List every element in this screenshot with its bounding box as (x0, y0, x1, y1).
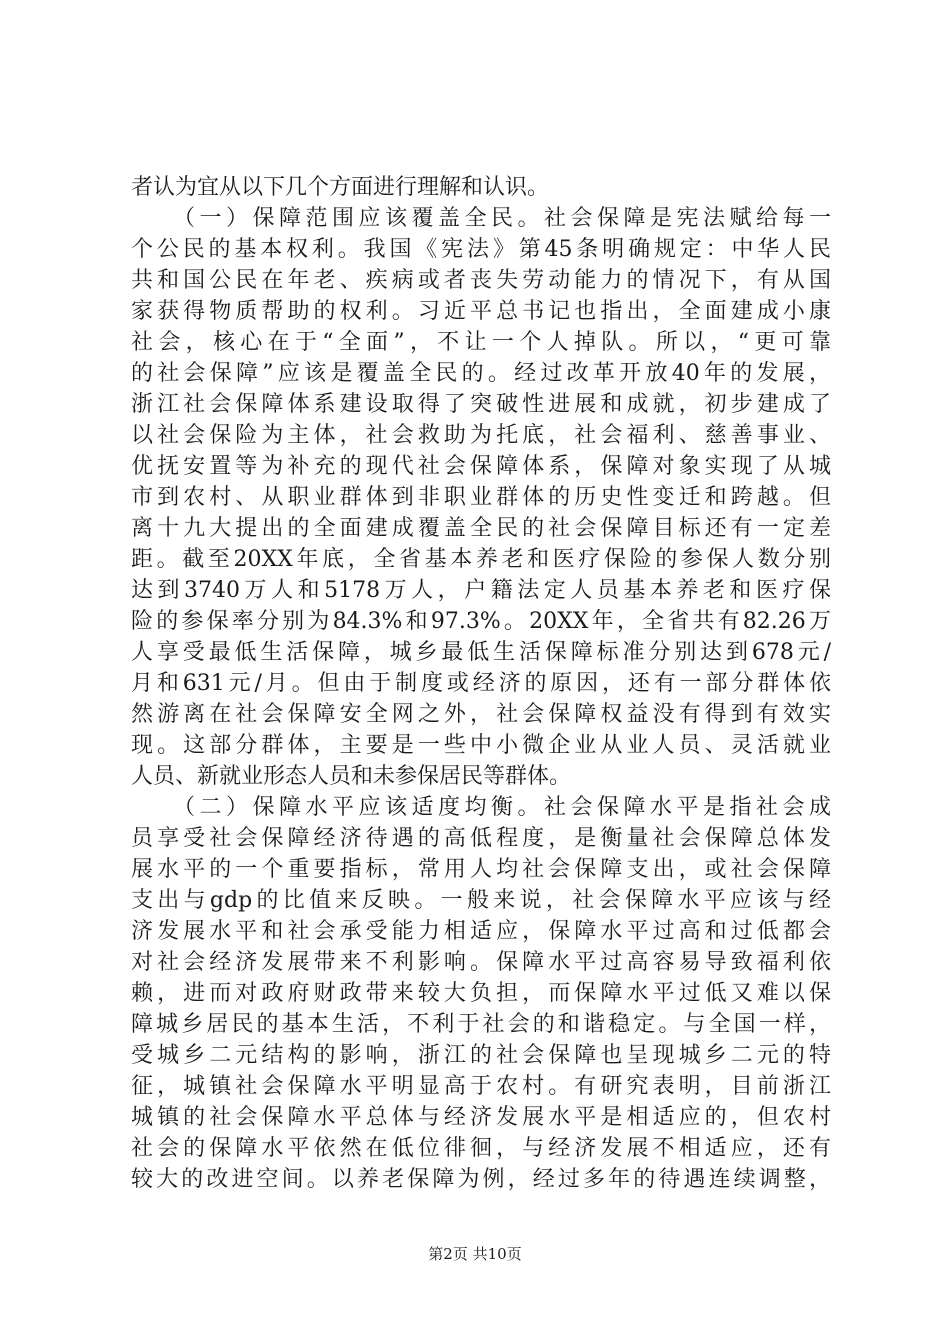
text-line: 现。这部分群体，主要是一些中小微企业从业人员、灵活就业 (131, 733, 831, 758)
text-line: 对社会经济发展带来不利影响。保障水平过高容易导致福利依 (131, 950, 831, 975)
text-line: 支出与gdp的比值来反映。一般来说，社会保障水平应该与经 (131, 888, 831, 913)
text-line: 者认为宜从以下几个方面进行理解和认识。 (131, 175, 550, 200)
text-line: 达到3740万人和5178万人，户籍法定人员基本养老和医疗保 (131, 578, 831, 603)
text-line: 距。截至20XX年底，全省基本养老和医疗保险的参保人数分别 (131, 547, 831, 572)
text-line: 家获得物质帮助的权利。习近平总书记也指出，全面建成小康 (131, 299, 831, 324)
text-line: 然游离在社会保障安全网之外，社会保障权益没有得到有效实 (131, 702, 831, 727)
text-line: 以社会保险为主体，社会救助为托底，社会福利、慈善事业、 (131, 423, 831, 448)
text-line: 征，城镇社会保障水平明显高于农村。有研究表明，目前浙江 (131, 1074, 831, 1099)
text-line: 的社会保障”应该是覆盖全民的。经过改革开放40年的发展， (131, 361, 831, 386)
text-line: 离十九大提出的全面建成覆盖全民的社会保障目标还有一定差 (131, 516, 831, 541)
text-line: 人员、新就业形态人员和未参保居民等群体。 (131, 764, 572, 789)
text-line: 赖，进而对政府财政带来较大负担，而保障水平过低又难以保 (131, 981, 831, 1006)
text-line: 受城乡二元结构的影响，浙江的社会保障也呈现城乡二元的特 (131, 1043, 831, 1068)
text-line: 济发展水平和社会承受能力相适应，保障水平过高和过低都会 (131, 919, 831, 944)
page-footer: 第2页 共10页 (428, 1245, 522, 1263)
text-line: 社会的保障水平依然在低位徘徊，与经济发展不相适应，还有 (131, 1136, 831, 1161)
text-line: 险的参保率分别为84.3%和97.3%。20XX年，全省共有82.26万 (131, 609, 831, 634)
text-line: 展水平的一个重要指标，常用人均社会保障支出，或社会保障 (131, 857, 831, 882)
text-line: 障城乡居民的基本生活，不利于社会的和谐稳定。与全国一样， (131, 1012, 831, 1037)
text-line: （一）保障范围应该覆盖全民。社会保障是宪法赋给每一 (131, 206, 831, 231)
text-line: 员享受社会保障经济待遇的高低程度，是衡量社会保障总体发 (131, 826, 831, 851)
text-line: 个公民的基本权利。我国《宪法》第45条明确规定：中华人民 (131, 237, 831, 262)
text-line: 浙江社会保障体系建设取得了突破性进展和成就，初步建成了 (131, 392, 831, 417)
text-line: （二）保障水平应该适度均衡。社会保障水平是指社会成 (131, 795, 831, 820)
text-line: 人享受最低生活保障，城乡最低生活保障标准分别达到678元/ (131, 640, 831, 665)
body-text (131, 172, 831, 1195)
text-line: 较大的改进空间。以养老保障为例，经过多年的待遇连续调整， (131, 1167, 831, 1192)
text-line: 共和国公民在年老、疾病或者丧失劳动能力的情况下，有从国 (131, 268, 831, 293)
text-line: 市到农村、从职业群体到非职业群体的历史性变迁和跨越。但 (131, 485, 831, 510)
text-line: 社会，核心在于“全面”，不让一个人掉队。所以，“更可靠 (131, 330, 831, 355)
text-line: 优抚安置等为补充的现代社会保障体系，保障对象实现了从城 (131, 454, 831, 479)
text-line: 月和631元/月。但由于制度或经济的原因，还有一部分群体依 (131, 671, 831, 696)
text-line: 城镇的社会保障水平总体与经济发展水平是相适应的，但农村 (131, 1105, 831, 1130)
